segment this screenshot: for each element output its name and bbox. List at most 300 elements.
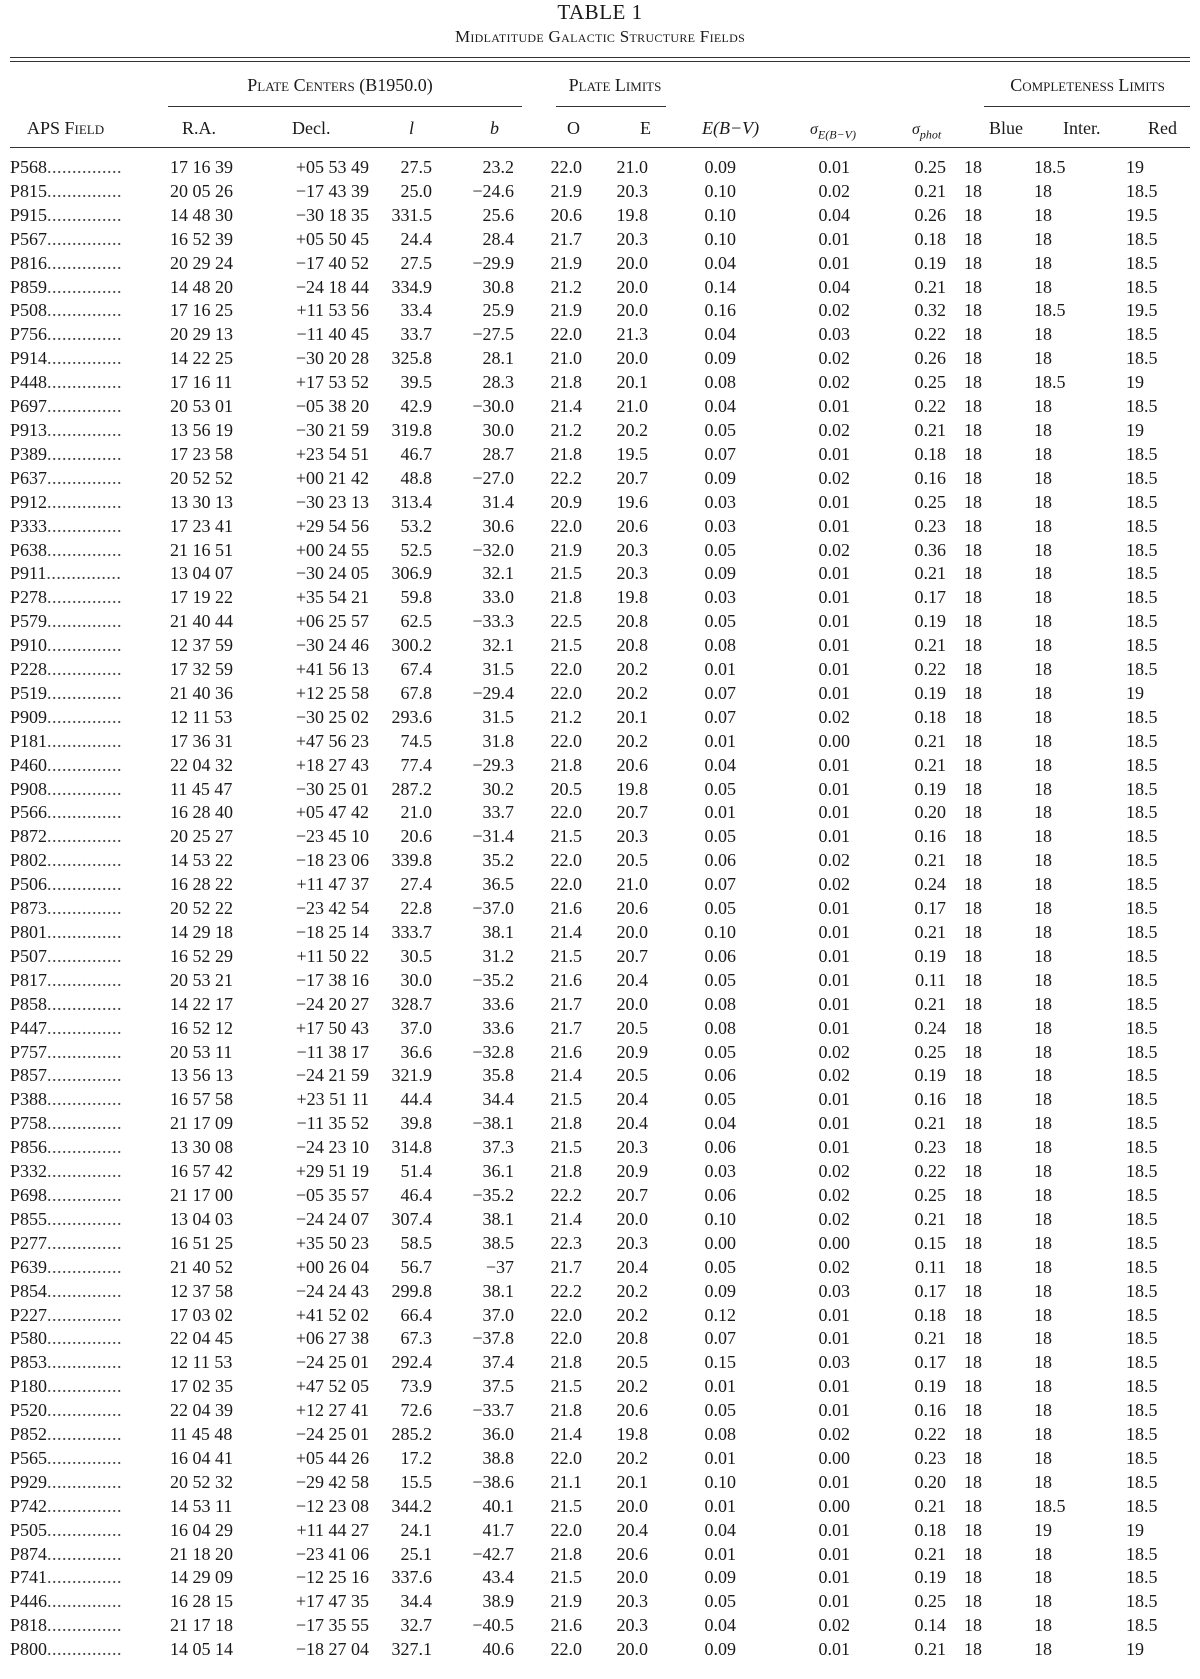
col-head-red: Red — [1148, 118, 1177, 138]
field-name: P697 — [10, 396, 48, 417]
cell-blue: 18 — [964, 1304, 982, 1325]
cell-ra: 13 04 07 — [170, 563, 233, 584]
cell-ebv: 0.07 — [704, 706, 736, 727]
cell-ebv: 0.09 — [704, 1280, 736, 1301]
cell-sigma-phot: 0.21 — [914, 419, 946, 440]
cell-l: 313.4 — [391, 491, 432, 512]
cell-ra: 20 53 01 — [170, 396, 233, 417]
cell-blue: 18 — [964, 180, 982, 201]
cell-field — [10, 1590, 168, 1614]
cell-inter: 18 — [1034, 276, 1052, 297]
cell-e: 20.8 — [616, 1328, 648, 1349]
field-name: P227 — [10, 1304, 48, 1325]
cell-field — [10, 1614, 168, 1638]
cell-o: 22.0 — [550, 1304, 582, 1325]
cell-ra: 20 25 27 — [170, 826, 233, 847]
cell-blue: 18 — [964, 396, 982, 417]
cell-b: −29.9 — [472, 252, 514, 273]
cell-l: 321.9 — [391, 1065, 432, 1086]
cell-b: 33.6 — [482, 993, 514, 1014]
cell-o: 22.0 — [550, 157, 582, 177]
table-row — [10, 682, 1190, 706]
leader-dots: ............... — [47, 467, 123, 488]
cell-l: 25.1 — [400, 1543, 432, 1564]
cell-sigma-phot: 0.19 — [914, 252, 946, 273]
cell-decl: −30 18 35 — [295, 204, 369, 225]
cell-blue: 18 — [964, 1352, 982, 1373]
cell-o: 21.8 — [550, 1543, 582, 1564]
cell-sigma-phot: 0.24 — [914, 874, 946, 895]
cell-sigma-ebv: 0.01 — [818, 826, 850, 847]
field-name: P506 — [10, 874, 48, 895]
field-name: P278 — [10, 587, 48, 608]
cell-l: 62.5 — [400, 611, 432, 632]
cell-l: 339.8 — [391, 850, 432, 871]
cell-inter: 18 — [1034, 659, 1052, 680]
table-row — [10, 1232, 1190, 1256]
cell-b: −33.7 — [472, 1400, 514, 1421]
cell-l: 331.5 — [391, 204, 432, 225]
cell-sigma-phot: 0.21 — [914, 635, 946, 656]
cell-decl: +11 53 56 — [296, 300, 369, 321]
cell-o: 22.2 — [550, 467, 582, 488]
cell-field — [10, 515, 168, 539]
group-head-plate-centers: Plate Centers (B1950.0) — [247, 75, 433, 95]
leader-dots: ............... — [47, 1400, 123, 1421]
table-row — [10, 1041, 1190, 1065]
leader-dots: ............... — [47, 1543, 123, 1564]
table-row — [10, 395, 1190, 419]
table-row — [10, 1543, 1190, 1567]
cell-decl: +05 44 26 — [295, 1447, 369, 1468]
cell-o: 21.5 — [550, 563, 582, 584]
cell-ebv: 0.03 — [704, 491, 736, 512]
cell-ebv: 0.12 — [704, 1304, 736, 1325]
cell-inter: 18 — [1034, 635, 1052, 656]
cell-ra: 11 45 48 — [170, 1424, 233, 1445]
cell-red: 18.5 — [1126, 1304, 1158, 1325]
cell-l: 292.4 — [391, 1352, 432, 1373]
cell-blue: 18 — [964, 611, 982, 632]
table-row — [10, 801, 1190, 825]
table-row — [10, 1256, 1190, 1280]
cell-sigma-phot: 0.25 — [914, 1184, 946, 1205]
cell-blue: 18 — [964, 1639, 982, 1660]
cell-decl: +18 27 43 — [295, 754, 369, 775]
cell-decl: +11 47 37 — [296, 874, 369, 895]
leader-dots: ............... — [47, 874, 123, 895]
cell-blue: 18 — [964, 1161, 982, 1182]
cell-blue: 18 — [964, 1065, 982, 1086]
cell-sigma-phot: 0.21 — [914, 1495, 946, 1516]
group-rule-plate-centers — [168, 106, 522, 107]
cell-ra: 20 52 52 — [170, 467, 233, 488]
cell-l: 293.6 — [391, 706, 432, 727]
cell-field — [10, 1375, 168, 1399]
cell-decl: +00 21 42 — [295, 467, 369, 488]
cell-o: 22.3 — [550, 1232, 582, 1253]
leader-dots: ............... — [47, 754, 123, 775]
cell-red: 18.5 — [1126, 850, 1158, 871]
leader-dots: ............... — [47, 324, 123, 345]
cell-decl: +05 53 49 — [295, 157, 369, 177]
cell-decl: +35 50 23 — [295, 1232, 369, 1253]
cell-blue: 18 — [964, 300, 982, 321]
table-row — [10, 1566, 1190, 1590]
cell-red: 18.5 — [1126, 1065, 1158, 1086]
cell-blue: 18 — [964, 1471, 982, 1492]
cell-ra: 12 11 53 — [170, 706, 233, 727]
cell-b: −31.4 — [472, 826, 514, 847]
cell-e: 20.1 — [616, 706, 648, 727]
cell-ebv: 0.07 — [704, 874, 736, 895]
cell-b: −27.0 — [472, 467, 514, 488]
table-row — [10, 1017, 1190, 1041]
leader-dots: ............... — [47, 1639, 123, 1660]
cell-ebv: 0.08 — [704, 1424, 736, 1445]
cell-l: 67.8 — [400, 682, 432, 703]
field-name: P446 — [10, 1591, 48, 1612]
cell-sigma-phot: 0.17 — [914, 898, 946, 919]
cell-red: 18.5 — [1126, 1376, 1158, 1397]
field-name: P855 — [10, 1208, 48, 1229]
cell-inter: 18 — [1034, 1184, 1052, 1205]
cell-field — [10, 1304, 168, 1328]
cell-ebv: 0.05 — [704, 826, 736, 847]
cell-inter: 18 — [1034, 1089, 1052, 1110]
cell-e: 20.2 — [616, 730, 648, 751]
cell-e: 20.9 — [616, 1041, 648, 1062]
cell-blue: 18 — [964, 1041, 982, 1062]
cell-l: 46.7 — [400, 443, 432, 464]
cell-o: 22.0 — [550, 324, 582, 345]
cell-blue: 18 — [964, 276, 982, 297]
field-name: P228 — [10, 659, 48, 680]
cell-decl: −18 23 06 — [295, 850, 369, 871]
cell-blue: 18 — [964, 491, 982, 512]
cell-decl: +47 56 23 — [295, 730, 369, 751]
cell-b: 28.1 — [482, 348, 514, 369]
leader-dots: ............... — [47, 228, 123, 249]
leader-dots: ............... — [47, 1041, 123, 1062]
cell-b: 31.8 — [482, 730, 514, 751]
cell-red: 18.5 — [1126, 539, 1158, 560]
cell-red: 18.5 — [1126, 898, 1158, 919]
cell-sigma-phot: 0.18 — [914, 706, 946, 727]
field-name: P757 — [10, 1041, 48, 1062]
cell-e: 20.6 — [616, 754, 648, 775]
cell-red: 18.5 — [1126, 826, 1158, 847]
cell-e: 20.3 — [616, 228, 648, 249]
field-name: P801 — [10, 922, 48, 942]
col-head-o: O — [567, 118, 580, 138]
cell-ra: 16 52 12 — [170, 1017, 233, 1038]
cell-sigma-phot: 0.21 — [914, 180, 946, 201]
cell-l: 39.8 — [400, 1113, 432, 1134]
leader-dots: ............... — [47, 396, 123, 417]
cell-decl: −29 42 58 — [295, 1471, 369, 1492]
cell-o: 21.9 — [550, 180, 582, 201]
cell-sigma-phot: 0.18 — [914, 1304, 946, 1325]
cell-inter: 18 — [1034, 1639, 1052, 1660]
cell-b: −40.5 — [472, 1615, 514, 1636]
leader-dots: ............... — [47, 443, 123, 464]
cell-sigma-phot: 0.18 — [914, 1519, 946, 1540]
leader-dots: ............... — [47, 802, 123, 823]
cell-sigma-phot: 0.16 — [914, 1089, 946, 1110]
cell-inter: 18 — [1034, 324, 1052, 345]
cell-sigma-phot: 0.21 — [914, 1208, 946, 1229]
table-row — [10, 1064, 1190, 1088]
cell-sigma-phot: 0.25 — [914, 1591, 946, 1612]
field-name: P872 — [10, 826, 48, 847]
cell-sigma-ebv: 0.01 — [818, 396, 850, 417]
cell-ebv: 0.05 — [704, 778, 736, 799]
field-name: P913 — [10, 419, 48, 440]
cell-e: 20.3 — [616, 563, 648, 584]
cell-sigma-ebv: 0.02 — [818, 1184, 850, 1205]
cell-e: 20.3 — [616, 1232, 648, 1253]
cell-blue: 18 — [964, 969, 982, 990]
cell-red: 18.5 — [1126, 1495, 1158, 1516]
cell-o: 21.8 — [550, 754, 582, 775]
cell-field — [10, 539, 168, 563]
cell-e: 20.0 — [616, 993, 648, 1014]
cell-b: 31.5 — [482, 659, 514, 680]
cell-red: 18.5 — [1126, 1280, 1158, 1301]
cell-l: 67.3 — [400, 1328, 432, 1349]
cell-field — [10, 873, 168, 897]
cell-blue: 18 — [964, 993, 982, 1014]
cell-sigma-phot: 0.24 — [914, 1017, 946, 1038]
cell-o: 21.7 — [550, 1256, 582, 1277]
cell-l: 67.4 — [400, 659, 432, 680]
cell-ra: 16 28 40 — [170, 802, 233, 823]
cell-decl: +00 24 55 — [295, 539, 369, 560]
col-head-inter: Inter. — [1063, 118, 1101, 138]
table-row — [10, 228, 1190, 252]
cell-red: 18.5 — [1126, 1208, 1158, 1229]
table-row — [10, 1184, 1190, 1208]
cell-sigma-ebv: 0.02 — [818, 1424, 850, 1445]
cell-e: 20.7 — [616, 467, 648, 488]
cell-blue: 18 — [964, 443, 982, 464]
table-row — [10, 849, 1190, 873]
cell-blue: 18 — [964, 682, 982, 703]
cell-inter: 18 — [1034, 969, 1052, 990]
cell-ebv: 0.06 — [704, 1184, 736, 1205]
cell-field — [10, 730, 168, 754]
cell-blue: 18 — [964, 204, 982, 225]
cell-red: 18.5 — [1126, 635, 1158, 656]
cell-o: 21.5 — [550, 1567, 582, 1588]
cell-e: 20.4 — [616, 969, 648, 990]
cell-blue: 18 — [964, 467, 982, 488]
cell-ra: 14 48 20 — [170, 276, 233, 297]
cell-red: 18.5 — [1126, 922, 1158, 942]
cell-l: 17.2 — [400, 1447, 432, 1468]
field-name: P565 — [10, 1447, 48, 1468]
cell-ra: 13 30 13 — [170, 491, 233, 512]
cell-sigma-ebv: 0.01 — [818, 802, 850, 823]
cell-sigma-ebv: 0.03 — [818, 1352, 850, 1373]
cell-field — [10, 1136, 168, 1160]
cell-inter: 18 — [1034, 1591, 1052, 1612]
cell-ebv: 0.01 — [704, 730, 736, 751]
cell-decl: +11 44 27 — [296, 1519, 369, 1540]
leader-dots: ............... — [47, 1376, 123, 1397]
leader-dots: ............... — [47, 1232, 123, 1253]
cell-e: 21.0 — [616, 396, 648, 417]
field-name: P911 — [10, 563, 47, 584]
cell-decl: −30 25 02 — [295, 706, 369, 727]
cell-ebv: 0.16 — [704, 300, 736, 321]
cell-l: 30.5 — [400, 945, 432, 966]
cell-inter: 18 — [1034, 1161, 1052, 1182]
cell-b: 34.4 — [482, 1089, 514, 1110]
table-row — [10, 204, 1190, 228]
cell-o: 21.6 — [550, 1041, 582, 1062]
table-row — [10, 945, 1190, 969]
cell-decl: +35 54 21 — [295, 587, 369, 608]
cell-sigma-ebv: 0.00 — [818, 1447, 850, 1468]
leader-dots: ............... — [47, 252, 123, 273]
field-name: P637 — [10, 467, 48, 488]
cell-o: 22.0 — [550, 874, 582, 895]
field-name: P857 — [10, 1065, 48, 1086]
cell-decl: +17 47 35 — [295, 1591, 369, 1612]
cell-e: 20.6 — [616, 1543, 648, 1564]
cell-blue: 18 — [964, 1089, 982, 1110]
cell-sigma-phot: 0.21 — [914, 1113, 946, 1134]
leader-dots: ............... — [47, 850, 123, 871]
cell-decl: −24 25 01 — [295, 1352, 369, 1373]
cell-b: 36.1 — [482, 1161, 514, 1182]
cell-sigma-ebv: 0.01 — [818, 1017, 850, 1038]
cell-field — [10, 1566, 168, 1590]
cell-o: 22.0 — [550, 802, 582, 823]
cell-sigma-phot: 0.21 — [914, 276, 946, 297]
cell-l: 285.2 — [391, 1424, 432, 1445]
table-body — [10, 156, 1190, 1662]
field-name: P817 — [10, 969, 48, 990]
cell-l: 52.5 — [400, 539, 432, 560]
cell-field — [10, 228, 168, 252]
cell-sigma-ebv: 0.00 — [818, 730, 850, 751]
cell-e: 20.4 — [616, 1089, 648, 1110]
table-row — [10, 1112, 1190, 1136]
cell-decl: +29 54 56 — [295, 515, 369, 536]
cell-ebv: 0.03 — [704, 587, 736, 608]
cell-o: 21.4 — [550, 1208, 582, 1229]
cell-sigma-ebv: 0.01 — [818, 969, 850, 990]
field-name: P639 — [10, 1256, 48, 1277]
cell-ra: 22 04 32 — [170, 754, 233, 775]
leader-dots: ............... — [47, 276, 123, 297]
cell-blue: 18 — [964, 348, 982, 369]
cell-o: 21.8 — [550, 372, 582, 393]
col-head-e: E — [640, 118, 651, 138]
cell-l: 33.7 — [400, 324, 432, 345]
cell-decl: −30 23 13 — [295, 491, 369, 512]
cell-field — [10, 801, 168, 825]
cell-inter: 18 — [1034, 204, 1052, 225]
cell-sigma-ebv: 0.01 — [818, 1519, 850, 1540]
cell-sigma-ebv: 0.02 — [818, 706, 850, 727]
cell-sigma-phot: 0.18 — [914, 443, 946, 464]
cell-decl: −30 24 05 — [295, 563, 369, 584]
field-name: P181 — [10, 730, 48, 751]
cell-red: 18.5 — [1126, 324, 1158, 345]
cell-e: 20.5 — [616, 1352, 648, 1373]
cell-b: 28.3 — [482, 372, 514, 393]
col-head-sigma-phot — [912, 117, 941, 146]
cell-sigma-ebv: 0.01 — [818, 1089, 850, 1110]
cell-red: 18.5 — [1126, 1089, 1158, 1110]
leader-dots: ............... — [47, 1065, 123, 1086]
cell-l: 34.4 — [400, 1591, 432, 1612]
cell-blue: 18 — [964, 1328, 982, 1349]
cell-field — [10, 1543, 168, 1567]
cell-b: 33.0 — [482, 587, 514, 608]
field-name: P580 — [10, 1328, 48, 1349]
table-row — [10, 586, 1190, 610]
cell-red: 18.5 — [1126, 611, 1158, 632]
cell-ebv: 0.01 — [704, 1543, 736, 1564]
table-row — [10, 491, 1190, 515]
cell-sigma-ebv: 0.01 — [818, 1376, 850, 1397]
cell-blue: 18 — [964, 1615, 982, 1636]
cell-field — [10, 347, 168, 371]
cell-ebv: 0.04 — [704, 1519, 736, 1540]
leader-dots: ............... — [47, 587, 123, 608]
cell-ebv: 0.05 — [704, 969, 736, 990]
cell-sigma-phot: 0.16 — [914, 1400, 946, 1421]
cell-ebv: 0.01 — [704, 1495, 736, 1516]
cell-b: 41.7 — [482, 1519, 514, 1540]
cell-sigma-phot: 0.21 — [914, 1639, 946, 1660]
cell-blue: 18 — [964, 850, 982, 871]
cell-red: 18.5 — [1126, 1424, 1158, 1445]
cell-ra: 21 40 44 — [170, 611, 233, 632]
cell-sigma-ebv: 0.01 — [818, 1113, 850, 1134]
data-table — [10, 156, 1190, 1662]
cell-e: 20.0 — [616, 922, 648, 942]
cell-o: 21.5 — [550, 1089, 582, 1110]
cell-red: 18.5 — [1126, 491, 1158, 512]
cell-field — [10, 1041, 168, 1065]
cell-ebv: 0.01 — [704, 1376, 736, 1397]
cell-field — [10, 1088, 168, 1112]
field-name: P388 — [10, 1089, 48, 1110]
cell-l: 300.2 — [391, 635, 432, 656]
cell-sigma-phot: 0.17 — [914, 1352, 946, 1373]
table-row — [10, 778, 1190, 802]
table-row — [10, 156, 1190, 180]
cell-o: 20.9 — [550, 491, 582, 512]
cell-blue: 18 — [964, 1591, 982, 1612]
cell-b: 28.7 — [482, 443, 514, 464]
cell-sigma-ebv: 0.01 — [818, 563, 850, 584]
cell-inter: 18 — [1034, 515, 1052, 536]
cell-sigma-phot: 0.21 — [914, 850, 946, 871]
cell-red: 18.5 — [1126, 180, 1158, 201]
cell-l: 27.4 — [400, 874, 432, 895]
cell-red: 18.5 — [1126, 754, 1158, 775]
cell-decl: +23 51 11 — [296, 1089, 369, 1110]
cell-sigma-phot: 0.21 — [914, 754, 946, 775]
table-row — [10, 371, 1190, 395]
